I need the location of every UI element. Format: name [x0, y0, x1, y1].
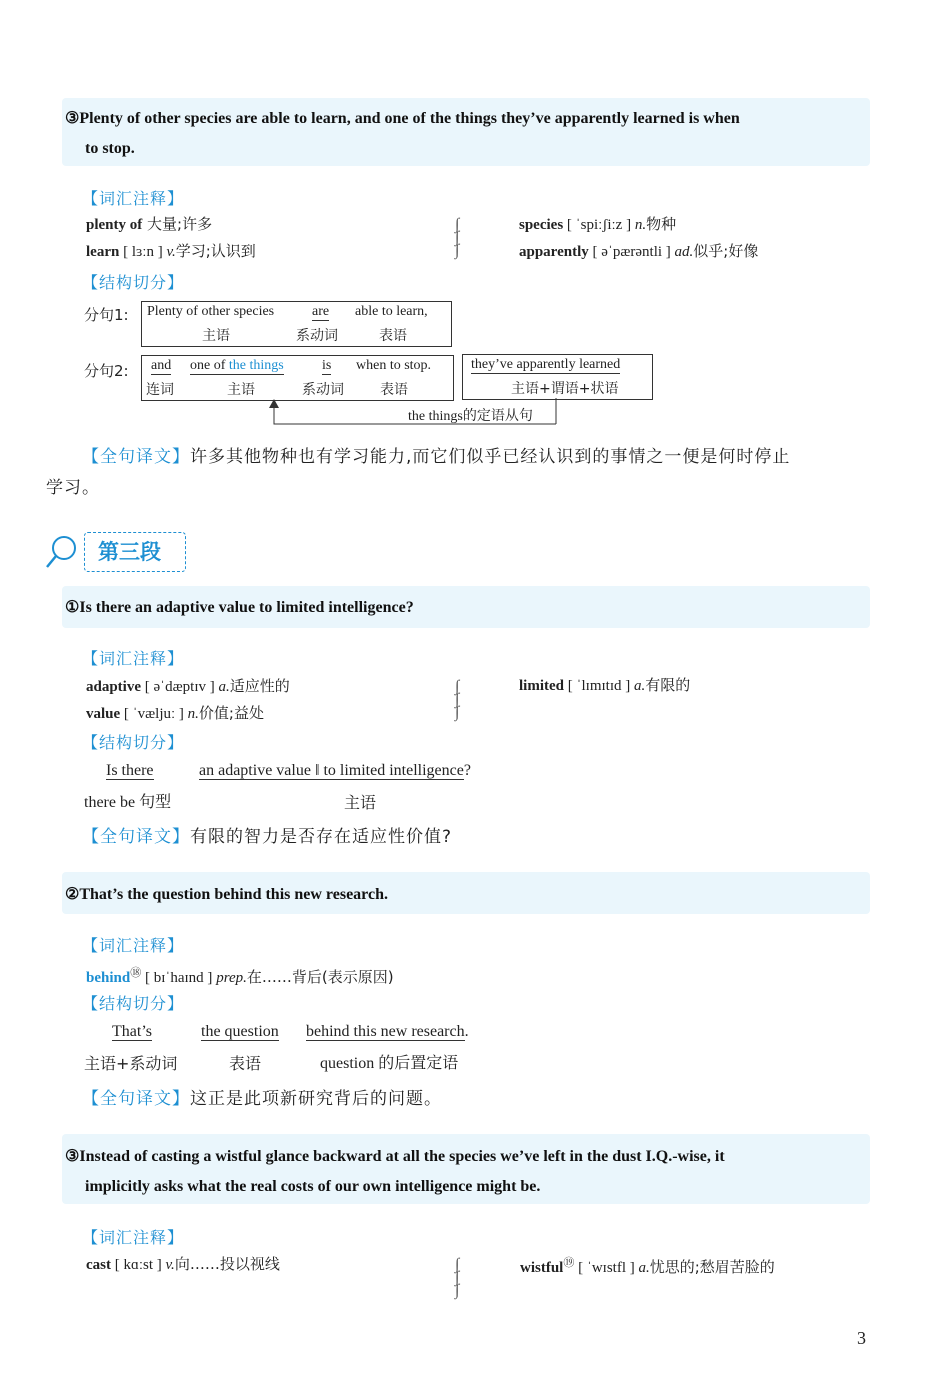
vocab-entry: behind⑱ [ bɪˈhaɪnd ] prep.在……背后(表示原因) — [86, 967, 394, 986]
sentence-2-translation — [82, 822, 452, 852]
clause1-subject-zh: 主语 — [202, 328, 230, 344]
sentence-3: ②That’s the question behind this new research. — [65, 886, 388, 903]
sentence-4-line2: implicitly asks what the real costs of our own intelligence might be. — [85, 1178, 541, 1195]
struct-predicative-zh: 表语 — [229, 1054, 262, 1073]
clause2-subject: one of the things — [190, 358, 284, 373]
relative-clause-box — [462, 354, 653, 400]
clause2-conjunction-zh: 连词 — [146, 382, 174, 398]
struct-subject-verb: That’s — [112, 1023, 152, 1040]
clause1-predicative-zh: 表语 — [379, 328, 407, 344]
sentence-2: ①Is there an adaptive value to limited intelligence? — [65, 599, 414, 616]
clause1-verb: are — [312, 304, 330, 319]
struct-attributive-zh: question 的后置定语 — [320, 1055, 459, 1072]
clause1-subject: Plenty of other species — [147, 304, 275, 319]
translation-text: 许多其他物种也有学习能力,而它们似乎已经认识到的事情之一便是何时停止 — [190, 447, 791, 467]
clause2-predicative: when to stop. — [356, 358, 432, 373]
clause2-subject-zh: 主语 — [227, 382, 255, 398]
section-title: 第三段 — [98, 540, 161, 564]
vocab-entry: value [ ˈvæljuː ] n.价值;益处 — [86, 704, 264, 722]
translation-label: 【全句译文】 — [82, 827, 190, 847]
vocab-label: 【词汇注释】 — [82, 649, 185, 668]
clause2-verb-zh: 系动词 — [302, 382, 344, 398]
relative-clause-text: they’ve apparently learned — [471, 357, 621, 372]
struct-there-be: Is there — [106, 762, 154, 779]
page-number: 3 — [857, 1328, 866, 1348]
relative-clause-zh: 主语+谓语+状语 — [511, 381, 619, 397]
structure-label: 【结构切分】 — [82, 994, 185, 1013]
vocab-entry: plenty of 大量;许多 — [86, 215, 213, 233]
sentence-1-line1: ③Plenty of other species are able to learn, and one of the things they’ve apparently learned is when — [65, 110, 740, 127]
sentence-1-translation — [82, 442, 882, 472]
clause2-verb: is — [322, 358, 332, 373]
relation-note: the things的定语从句 — [408, 409, 533, 424]
column-divider: ∫ ∫ ∫ — [455, 1256, 460, 1299]
magnifier-icon — [44, 534, 80, 570]
struct-subject: an adaptive value ‖ to limited intelligence? — [199, 762, 471, 779]
sentence-1-translation-cont: 学习。 — [46, 478, 100, 498]
column-divider: ∫ ∫ ∫ — [455, 216, 460, 259]
sentence-4-line1: ③Instead of casting a wistful glance backward at all the species we’ve left in the dust I.Q.-wise, it — [65, 1148, 725, 1165]
clause1-box — [141, 301, 452, 347]
clause1-verb-zh: 系动词 — [296, 328, 338, 344]
clause1-label: 分句1: — [84, 306, 129, 324]
vocab-entry: apparently [ əˈpærəntli ] ad.似乎;好像 — [519, 242, 759, 260]
translation-label: 【全句译文】 — [82, 447, 190, 467]
vocab-label: 【词汇注释】 — [82, 1228, 185, 1247]
translation-label: 【全句译文】 — [82, 1089, 190, 1109]
column-divider: ∫ ∫ ∫ — [455, 678, 460, 721]
sentence-1-line2: to stop. — [85, 140, 135, 157]
vocab-entry: limited [ ˈlɪmɪtɪd ] a.有限的 — [519, 676, 691, 694]
translation-text: 有限的智力是否存在适应性价值? — [190, 827, 453, 847]
vocab-entry: adaptive [ əˈdæptɪv ] a.适应性的 — [86, 677, 290, 695]
translation-text: 这正是此项新研究背后的问题。 — [190, 1089, 442, 1109]
clause2-box — [141, 355, 454, 401]
struct-there-be-zh: there be 句型 — [84, 794, 172, 811]
struct-subject-zh: 主语 — [344, 793, 377, 812]
sentence-4 — [65, 1142, 870, 1202]
struct-attributive: behind this new research. — [306, 1023, 469, 1040]
clause2-conjunction: and — [151, 358, 172, 373]
clause2-predicative-zh: 表语 — [380, 382, 408, 398]
structure-label: 【结构切分】 — [82, 733, 185, 752]
vocab-label: 【词汇注释】 — [82, 189, 185, 208]
vocab-entry: species [ ˈspiːʃiːz ] n.物种 — [519, 215, 677, 233]
vocab-entry: learn [ lɜːn ] v.学习;认识到 — [86, 242, 256, 260]
clause1-predicative: able to learn, — [355, 304, 428, 319]
vocab-entry: wistful⑲ [ ˈwɪstfl ] a.忧思的;愁眉苦脸的 — [520, 1257, 775, 1276]
vocab-entry: cast [ kɑːst ] v.向……投以视线 — [86, 1255, 280, 1273]
struct-predicative: the question — [201, 1023, 279, 1040]
clause2-label: 分句2: — [84, 362, 129, 380]
struct-subject-verb-zh: 主语+系动词 — [84, 1054, 178, 1073]
structure-label: 【结构切分】 — [82, 273, 185, 292]
vocab-label: 【词汇注释】 — [82, 936, 185, 955]
sentence-1 — [65, 104, 870, 164]
sentence-3-translation — [82, 1084, 442, 1114]
